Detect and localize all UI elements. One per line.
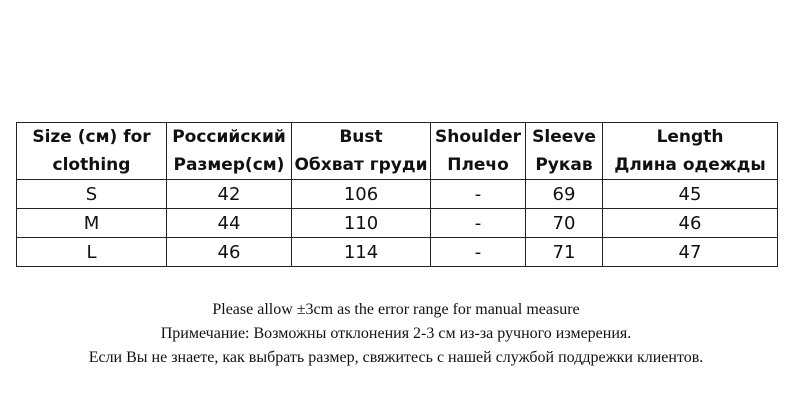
cell-sleeve: 70 [526, 209, 603, 238]
cell-length: 46 [603, 209, 778, 238]
cell-shoulder: - [431, 238, 526, 267]
header-russian-size [167, 123, 292, 180]
header-sleeve [526, 123, 603, 180]
note-contact-support-ru: Если Вы не знаете, как выбрать размер, свяжитесь с нашей службой поддрежки клиентов. [88, 349, 704, 366]
cell-shoulder: - [431, 180, 526, 209]
header-sleeve-line-2: Рукав [535, 155, 593, 175]
header-length [603, 123, 778, 180]
header-shoulder-line-2: Плечо [447, 155, 509, 175]
cell-bust: 110 [292, 209, 431, 238]
header-size-line-1: Size (см) for [32, 127, 151, 147]
header-shoulder-line-1: Shoulder [434, 127, 522, 147]
header-shoulder [431, 123, 526, 180]
cell-sleeve: 71 [526, 238, 603, 267]
cell-russian-size: 42 [167, 180, 292, 209]
cell-length: 47 [603, 238, 778, 267]
size-chart-header [17, 123, 778, 180]
note-error-range-ru: Примечание: Возможны отклонения 2-3 см из-за ручного измерения. [160, 325, 632, 342]
note-error-range-en: Please allow ±3cm as the error range for manual measure [212, 301, 580, 318]
header-sleeve-line-1: Sleeve [532, 127, 596, 147]
cell-bust: 106 [292, 180, 431, 209]
header-length-line-1: Length [656, 127, 724, 147]
cell-size: M [17, 209, 167, 238]
header-bust-line-2: Обхват груди [294, 155, 428, 175]
cell-shoulder: - [431, 209, 526, 238]
header-row [17, 123, 778, 180]
header-bust-line-1: Bust [339, 127, 383, 147]
header-length-line-2: Длина одежды [614, 155, 766, 175]
cell-length: 45 [603, 180, 778, 209]
size-chart-table [16, 122, 778, 267]
header-russian-size-line-2: Размер(см) [173, 155, 285, 175]
table-row [17, 180, 778, 209]
header-size-line-2: clothing [52, 155, 131, 175]
header-size [17, 123, 167, 180]
cell-size: S [17, 180, 167, 209]
cell-sleeve: 69 [526, 180, 603, 209]
table-row [17, 209, 778, 238]
header-bust [292, 123, 431, 180]
measurement-notes [0, 298, 792, 370]
size-chart-body [17, 180, 778, 267]
cell-bust: 114 [292, 238, 431, 267]
cell-russian-size: 46 [167, 238, 292, 267]
cell-russian-size: 44 [167, 209, 292, 238]
cell-size: L [17, 238, 167, 267]
header-russian-size-line-1: Российский [172, 127, 286, 147]
table-row [17, 238, 778, 267]
